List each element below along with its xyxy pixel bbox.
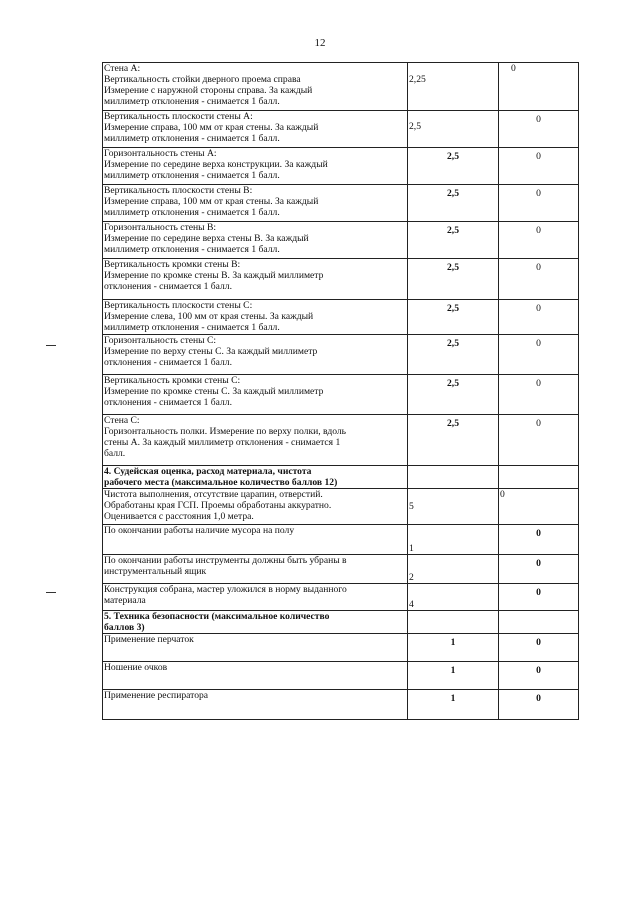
table-row — [103, 148, 579, 185]
score-cell: 2,5 — [408, 185, 499, 222]
criterion-cell: Вертикальность плоскости стены А: Измерение справа, 100 мм от края стены. За каждый миллиметр отклонения - снимается 1 балл. — [103, 111, 408, 148]
margin-dash — [46, 592, 56, 593]
zero-cell: 0 — [499, 222, 579, 259]
table-row — [103, 415, 579, 466]
score-cell: 2,5 — [408, 375, 499, 415]
score-cell: 2,5 — [408, 111, 499, 148]
criterion-cell: Применение респиратора — [103, 690, 408, 720]
zero-cell: 0 — [499, 634, 579, 662]
zero-cell: 0 — [499, 525, 579, 555]
criterion-cell: Вертикальность плоскости стены В: Измерение справа, 100 мм от края стены. За каждый миллиметр отклонения - снимается 1 балл. — [103, 185, 408, 222]
criterion-cell: По окончании работы наличие мусора на полу — [103, 525, 408, 555]
table-row — [103, 185, 579, 222]
criterion-cell: Горизонтальность стены С: Измерение по верху стены С. За каждый миллиметр отклонения - снимается 1 балл. — [103, 335, 408, 375]
table-row — [103, 375, 579, 415]
score-cell — [408, 466, 499, 489]
score-cell: 1 — [408, 662, 499, 690]
table-row — [103, 489, 579, 525]
score-cell: 1 — [408, 525, 499, 555]
table-row — [103, 584, 579, 611]
score-cell: 2,25 — [408, 63, 499, 111]
table-row — [103, 222, 579, 259]
criterion-cell: Стена С: Горизонтальность полки. Измерение по верху полки, вдоль стены А. За каждый миллиметр отклонения - снимается 1 балл. — [103, 415, 408, 466]
criterion-cell: Конструкция собрана, мастер уложился в норму выданного материала — [103, 584, 408, 611]
criterion-cell: Вертикальность плоскости стены С: Измерение слева, 100 мм от края стены. За каждый миллиметр отклонения - снимается 1 балл. — [103, 300, 408, 335]
criterion-cell: Вертикальность кромки стены В: Измерение по кромке стены В. За каждый миллиметр отклонения - снимается 1 балл. — [103, 259, 408, 300]
score-cell: 4 — [408, 584, 499, 611]
criterion-cell: Ношение очков — [103, 662, 408, 690]
zero-cell: 0 — [499, 662, 579, 690]
criterion-cell: Чистота выполнения, отсутствие царапин, отверстий. Обработаны края ГСП. Проемы обработаны аккуратно. Оценивается с расстояния 1,0 метра. — [103, 489, 408, 525]
table-row — [103, 111, 579, 148]
section-header-row — [103, 466, 579, 489]
score-cell — [408, 611, 499, 634]
section-header-row — [103, 611, 579, 634]
section-title: 4. Судейская оценка, расход материала, чистота рабочего места (максимальное количество баллов 12) — [103, 466, 408, 489]
zero-cell: 0 — [499, 555, 579, 584]
table-row — [103, 525, 579, 555]
score-cell: 2 — [408, 555, 499, 584]
margin-dash — [46, 345, 56, 346]
section-title: 5. Техника безопасности (максимальное количество баллов 3) — [103, 611, 408, 634]
table-row — [103, 259, 579, 300]
criterion-cell: Вертикальность кромки стены С: Измерение по кромке стены С. За каждый миллиметр отклонения - снимается 1 балл. — [103, 375, 408, 415]
table-row — [103, 335, 579, 375]
score-cell: 1 — [408, 690, 499, 720]
score-cell: 2,5 — [408, 300, 499, 335]
score-cell: 2,5 — [408, 335, 499, 375]
zero-cell: 0 — [499, 489, 579, 525]
score-cell: 2,5 — [408, 259, 499, 300]
zero-cell — [499, 466, 579, 489]
zero-cell: 0 — [499, 300, 579, 335]
criterion-cell: Горизонтальность стены В: Измерение по середине верха стены В. За каждый миллиметр отклонения - снимается 1 балл. — [103, 222, 408, 259]
score-cell: 2,5 — [408, 148, 499, 185]
criterion-cell: Применение перчаток — [103, 634, 408, 662]
zero-cell: 0 — [499, 259, 579, 300]
zero-cell — [499, 611, 579, 634]
zero-cell: 0 — [499, 111, 579, 148]
zero-cell: 0 — [499, 335, 579, 375]
page-number: 12 — [314, 37, 326, 49]
zero-cell: 0 — [499, 690, 579, 720]
zero-cell: 0 — [499, 63, 579, 111]
zero-cell: 0 — [499, 148, 579, 185]
zero-cell: 0 — [499, 584, 579, 611]
criterion-cell: Горизонтальность стены А: Измерение по середине верха конструкции. За каждый миллиметр отклонения - снимается 1 балл. — [103, 148, 408, 185]
table-row — [103, 63, 579, 111]
zero-cell: 0 — [499, 185, 579, 222]
zero-cell: 0 — [499, 415, 579, 466]
table-row — [103, 690, 579, 720]
zero-cell: 0 — [499, 375, 579, 415]
criteria-table — [102, 62, 579, 720]
table-row — [103, 300, 579, 335]
score-cell: 5 — [408, 489, 499, 525]
score-cell: 1 — [408, 634, 499, 662]
criterion-cell: По окончании работы инструменты должны быть убраны в инструментальный ящик — [103, 555, 408, 584]
score-cell: 2,5 — [408, 415, 499, 466]
table-row — [103, 555, 579, 584]
criterion-cell: Стена А: Вертикальность стойки дверного проема справа Измерение с наружной стороны справа. За каждый миллиметр отклонения - снимается 1 балл. — [103, 63, 408, 111]
table-row — [103, 662, 579, 690]
table-row — [103, 634, 579, 662]
score-cell: 2,5 — [408, 222, 499, 259]
